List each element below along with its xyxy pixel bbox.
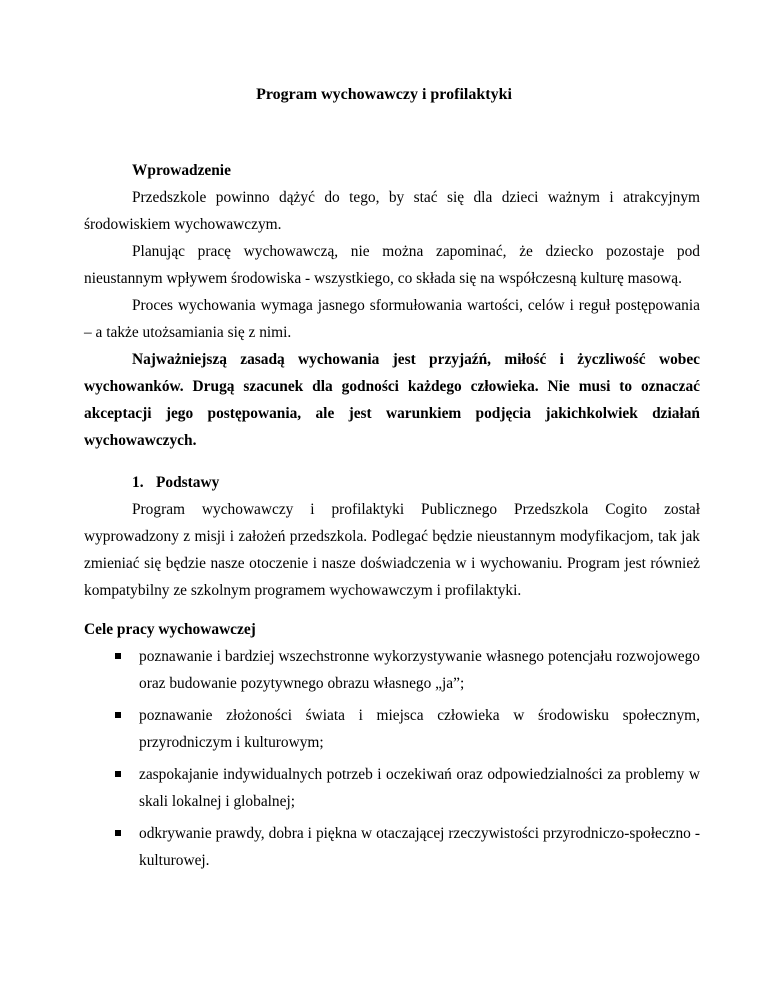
goals-list: [84, 643, 700, 874]
section-1-title: Podstawy: [156, 474, 220, 491]
intro-paragraph-1: Przedszkole powinno dążyć do tego, by stać się dla dzieci ważnym i atrakcyjnym środowiskiem wychowawczym.: [84, 189, 700, 233]
goal-item: [84, 643, 700, 697]
goals-heading: Cele pracy wychowawczej: [84, 621, 256, 638]
goal-item: [84, 702, 700, 756]
intro-paragraph-2: Planując pracę wychowawczą, nie można zapominać, że dziecko pozostaje pod nieustannym wpływem środowiska - wszystkiego, co składa się na współczesną kulturę masową.: [84, 243, 700, 287]
goal-item-text: zaspokajanie indywidualnych potrzeb i oczekiwań oraz odpowiedzialności za problemy w skali lokalnej i globalnej;: [139, 766, 700, 810]
square-bullet-icon: [115, 830, 121, 836]
goal-item: [84, 820, 700, 874]
section-1-paragraph: Program wychowawczy i profilaktyki Publicznego Przedszkola Cogito został wyprowadzony z misji i założeń przedszkola. Podlegać będzie nieustannym modyfikacjom, tak jak zmieniać się będzie nasze otoczenie i nasze doświadczenia w i wychowaniu. Program jest również kompatybilny ze szkolnym programem wychowawczym i profilaktyki.: [84, 501, 700, 599]
square-bullet-icon: [115, 712, 121, 718]
principle-paragraph: Najważniejszą zasadą wychowania jest przyjaźń, miłość i życzliwość wobec wychowanków. Drugą szacunek dla godności każdego człowieka. Nie musi to oznaczać akceptacji jego postępowania, ale jest warunkiem podjęcia jakichkolwiek działań wychowawczych.: [84, 351, 700, 449]
document-title: Program wychowawczy i profilaktyki: [256, 86, 512, 103]
document-body: [84, 157, 700, 879]
square-bullet-icon: [115, 653, 121, 659]
intro-heading: Wprowadzenie: [132, 162, 231, 179]
goal-item-text: poznawanie złożoności świata i miejsca człowieka w środowisku społecznym, przyrodniczym i kulturowym;: [139, 707, 700, 751]
square-bullet-icon: [115, 771, 121, 777]
section-1-heading: [84, 469, 700, 496]
goal-item-text: odkrywanie prawdy, dobra i piękna w otaczającej rzeczywistości przyrodniczo-społeczno - kulturowej.: [139, 825, 700, 869]
goal-item-text: poznawanie i bardziej wszechstronne wykorzystywanie własnego potencjału rozwojowego oraz budowanie pozytywnego obrazu własnego „ja”;: [139, 648, 700, 692]
goal-item: [84, 761, 700, 815]
intro-paragraph-3: Proces wychowania wymaga jasnego sformułowania wartości, celów i reguł postępowania – a także utożsamiania się z nimi.: [84, 297, 700, 341]
section-1-number: 1.: [132, 474, 144, 491]
